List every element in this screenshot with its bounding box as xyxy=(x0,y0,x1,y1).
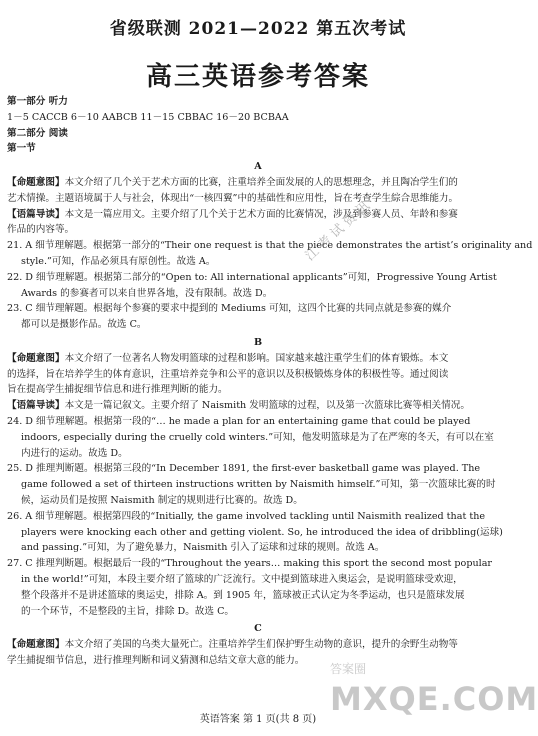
passage-c-intent-line-1 xyxy=(7,637,509,653)
part2-heading: 第二部分 阅读 xyxy=(7,127,68,139)
guide-text: 本文是一篇记叙文。主要介绍了 Naismith 发明篮球的过程，以及第一次篮球比赛等相关情况。 xyxy=(64,400,470,412)
passage-a-guide-line-2: 作品的内容等。 xyxy=(7,224,75,236)
answer-25-line-3: 候，运动员们是按照 Naismith 制定的规则进行比赛的。故选 D。 xyxy=(21,494,303,506)
exam-title: 省级联测 2021—2022 第五次考试 xyxy=(109,19,407,39)
intent-text: 本文介绍了一位著名人物发明篮球的过程和影响。国家越来越注重学生们的体育锻炼。本文 xyxy=(64,352,449,364)
passage-b-intent-line-3: 旨在提高学生捕捉细节信息和进行推理判断的能力。 xyxy=(7,384,228,396)
answer-27-line-3: 整个段落并不是讲述篮球的奥运史，排除 A。到 1905 年，篮球被正式认定为冬季运动，也只是篮球发展 xyxy=(21,589,465,601)
answer-21-line-2: style.”可知，作品必须具有原创性。故选 A。 xyxy=(21,255,216,267)
answer-21-line-1: 21. A 细节理解题。根据第一部分的“Their one request is that the piece demonstrates the artist’s originality and xyxy=(7,240,533,252)
answer-22-line-1: 22. D 细节理解题。根据第二部分的“Open to: All international applicants”可知，Progressive Young Artist xyxy=(7,271,497,283)
passage-c-intent-line-2: 学生捕捉细节信息，进行推理判断和词义猜测和总结文章大意的能力。 xyxy=(7,654,305,666)
site-watermark-logo: MXQE.COM xyxy=(330,680,538,718)
answer-24-line-3: 内进行的运动。故选 D。 xyxy=(21,447,128,459)
intent-tag: 【命题意图】 xyxy=(7,352,65,364)
passage-b-letter: B xyxy=(253,336,263,348)
answer-22-line-2: Awards 的参赛者可以来自世界各地，没有限制。故选 D。 xyxy=(21,287,273,299)
passage-a-guide-line-1 xyxy=(7,207,509,223)
document-title: 高三英语参考答案 xyxy=(145,62,370,92)
intent-tag: 【命题意图】 xyxy=(7,176,65,188)
answer-25-line-2: game followed a set of thirteen instructions written by Naismith himself.”可知，第一次篮球比赛的时 xyxy=(21,479,496,491)
answer-27-line-4: 的一个环节，不是整段的主旨，排除 D。故选 C。 xyxy=(21,605,235,617)
answer-23-line-1: 23. C 细节理解题。根据每个参赛的要求中提到的 Mediums 可知，这四个比赛的共同点就是参赛的媒介 xyxy=(7,303,452,315)
guide-tag: 【语篇导读】 xyxy=(7,208,65,220)
answer-26-line-2: players were knocking each other and getting violent. So, he introduced the idea of dribbling(运球) xyxy=(21,526,503,538)
section-heading: 第一节 xyxy=(7,143,36,155)
passage-a-letter: A xyxy=(254,161,262,173)
guide-text: 本文是一篇应用文。主要介绍了几个关于艺术方面的比赛情况，涉及到参赛人员、年龄和参赛 xyxy=(64,208,458,220)
answer-26-line-3: and passing.”可知，为了避免暴力，Naismith 引入了运球和过球的规则。故选 A。 xyxy=(21,542,385,554)
passage-b-guide-line-1 xyxy=(7,398,509,414)
page-footer: 英语答案 第 1 页(共 8 页) xyxy=(199,714,317,725)
intent-text: 本文介绍了几个关于艺术方面的比赛，注重培养全面发展的人的思想理念，并且陶冶学生们的 xyxy=(64,176,458,188)
site-watermark-caption: 答案圈 xyxy=(330,662,367,676)
part1-heading: 第一部分 听力 xyxy=(7,96,68,107)
answer-23-line-2: 都可以是摄影作品。故选 C。 xyxy=(21,319,147,331)
passage-b-intent-line-2: 的选择，旨在培养学生的体育意识，注重培养竞争和公平的意识以及积极锻炼身体的积极性等。通过阅读 xyxy=(7,368,449,380)
guide-tag: 【语篇导读】 xyxy=(7,400,65,412)
answer-24-line-1: 24. D 细节理解题。根据第一段的“… he made a plan for an entertaining game that could be played xyxy=(7,415,471,427)
passage-a-intent-line-1 xyxy=(7,175,509,191)
answer-24-line-2: indoors, especially during the cruelly cold winters.”可知，他发明篮球是为了在严寒的冬天，有可以在室 xyxy=(21,431,494,443)
listening-answers: 1－5 CACCB 6－10 AABCB 11－15 CBBAC 16－20 BCBAA xyxy=(7,111,289,123)
diagonal-watermark: 江考试资讯 xyxy=(302,196,376,265)
intent-tag: 【命题意图】 xyxy=(7,639,65,651)
answer-26-line-1: 26. A 细节理解题。根据第四段的“Initially, the game involved tackling until Naismith realized that the xyxy=(7,510,486,522)
passage-b-intent-line-1 xyxy=(7,351,509,367)
passage-a-intent-line-2: 艺术情操。主题语境属于人与社会，体现出“一核四翼”中的基础性和应用性，旨在考查学生綜合思维能力。 xyxy=(7,192,459,204)
intent-text: 本文介绍了美国的乌类大量死亡。注重培养学生们保护野生动物的意识，提升的余野生动物等 xyxy=(64,639,458,651)
answer-25-line-1: 25. D 推理判断题。根据第三段的“In December 1891, the first-ever basketball game was played. The xyxy=(7,463,481,475)
answer-27-line-2: in the world!”可知，本段主要介绍了篮球的广泛流行。文中提到篮球进入奥运会，是说明篮球受欢迎， xyxy=(21,573,463,585)
answer-27-line-1: 27. C 推理判断题。根据最后一段的“Throughout the years… making this sport the second most popular xyxy=(7,558,493,570)
passage-c-letter: C xyxy=(254,623,262,635)
answer-body xyxy=(7,94,533,669)
